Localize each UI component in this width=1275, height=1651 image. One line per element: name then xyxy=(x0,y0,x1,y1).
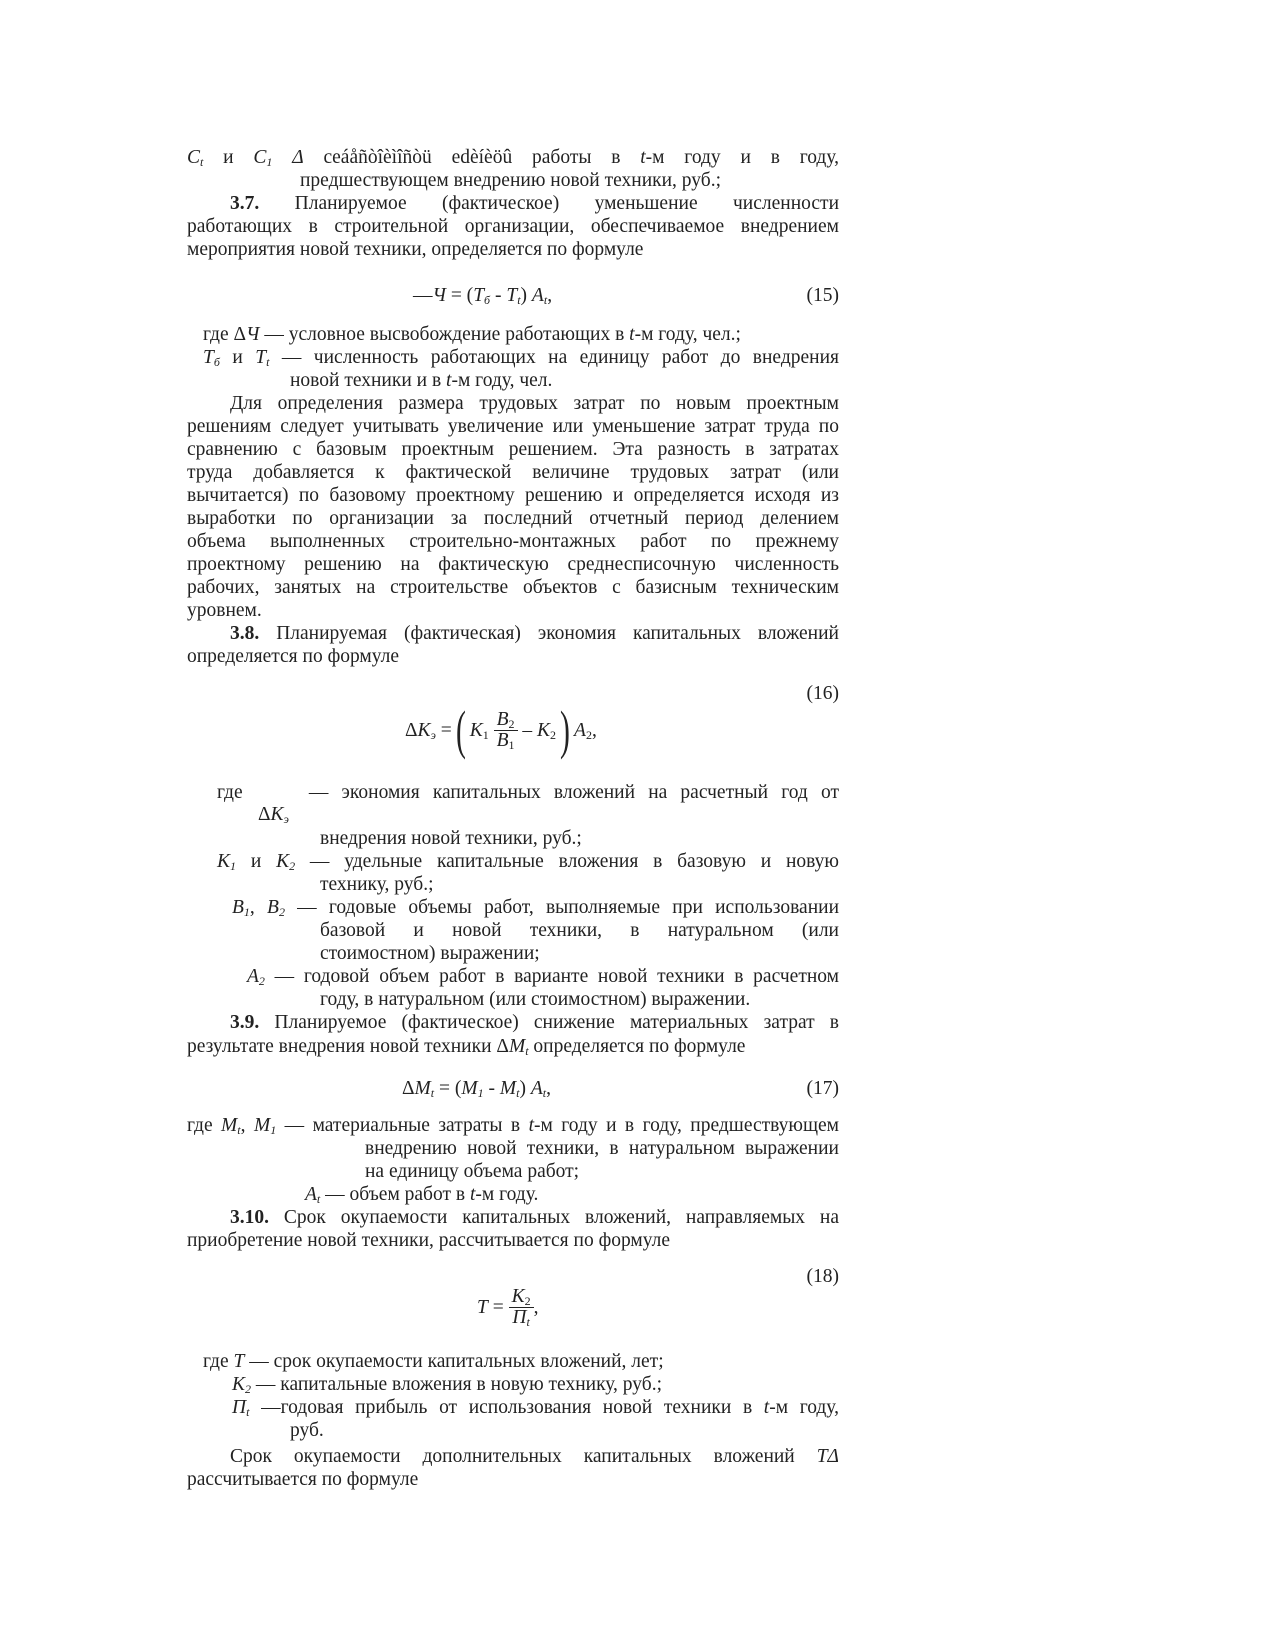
where-16-k-continuation: технику, руб.; xyxy=(320,874,434,895)
paragraph-line-10: уровнем. xyxy=(187,600,262,621)
where-16-delta-k-symbol: $\Delta K_э$ xyxy=(258,804,289,826)
where-16-b: $В_1$, $В_2$ — годовые объемы работ, выполняемые при использовании xyxy=(232,897,840,919)
section-3-8-line-2: определяется по формуле xyxy=(187,646,400,667)
where-15-t: $Т_б$ и $Т_t$ — численность работающих на единицу работ до внедрения xyxy=(203,347,839,369)
section-3-10-line-2: приобретение новой техники, рассчитывается по формуле xyxy=(187,1230,671,1251)
where-16-b-continuation-2: стоимостном) выражении; xyxy=(320,943,540,964)
formula-16: $\Delta K_э$ = ( $K_1$ $\frac{B_2}{B_1}$ – $K_2$ ) $A_2$, xyxy=(405,700,597,760)
where-16-a-continuation: году, в натуральном (или стоимостном) выражении. xyxy=(320,989,751,1010)
where-16-delta-k: где — экономия капитальных вложений на расчетный год от xyxy=(217,782,839,803)
paragraph-line-9: рабочих, занятых на строительстве объектов с базисным техническим xyxy=(187,577,839,598)
section-3-8-line-1: 3.8. Планируемая (фактическая) экономия капитальных вложений xyxy=(230,623,839,644)
definition-c-line: $C_t$ и $C_1$ Δ ceáåñòîèìîñòü edèíèöû работы в t-м году и в году, xyxy=(187,147,840,169)
where-18-k: $K_2$ — капитальные вложения в новую технику, руб.; xyxy=(232,1374,663,1396)
final-paragraph-line-1: Срок окупаемости дополнительных капитальных вложений TΔ xyxy=(230,1446,839,1467)
where-17-m-continuation-1: внедрению новой техники, в натуральном выражении xyxy=(365,1138,839,1159)
where-17-a: $А_t$ — объем работ в t-м году. xyxy=(305,1184,539,1206)
paragraph-line-8: проектному решению на фактическую среднесписочную численность xyxy=(187,554,839,575)
where-16-b-continuation-1: базовой и новой техники, в натуральном (или xyxy=(320,920,839,941)
where-15-delta-ch: где ΔЧ — условное высвобождение работающих в t-м году, чел.; xyxy=(203,324,741,345)
paragraph-line-1: Для определения размера трудовых затрат по новым проектным xyxy=(230,393,839,414)
section-number: 3.9. xyxy=(230,1012,260,1033)
formula-15: —Ч = $(Т_б - Т_t)$ $А_t$, xyxy=(413,285,553,307)
where-18-p: $П_t$ —годовая прибыль от использования новой техники в t-м году, xyxy=(232,1397,839,1419)
section-3-7-line-3: мероприятия новой техники, определяется по формуле xyxy=(187,239,644,260)
final-paragraph-line-2: рассчитывается по формуле xyxy=(187,1469,419,1490)
section-3-7-line-2: работающих в строительной организации, обеспечиваемое внедрением xyxy=(187,216,839,237)
section-3-10-line-1: 3.10. Срок окупаемости капитальных вложений, направляемых на xyxy=(230,1207,840,1228)
formula-18-number: (18) xyxy=(806,1266,839,1287)
formula-18: T = $\frac{K_2}{П_t}$ , xyxy=(477,1285,539,1329)
where-15-t-continuation: новой техники и в t-м году, чел. xyxy=(290,370,553,391)
formula-17: $\Delta M_t = (M_1 - M_t)$ $A_t$, xyxy=(402,1078,551,1100)
section-3-9-line-2: результате внедрения новой техники $\Delta M_t$ определяется по формуле xyxy=(187,1036,746,1058)
where-17-m-continuation-2: на единицу объема работ; xyxy=(365,1161,580,1182)
paragraph-line-3: сравнению с базовым проектным решением. Эта разность в затратах xyxy=(187,439,839,460)
where-18-t: где T — срок окупаемости капитальных вложений, лет; xyxy=(203,1351,664,1372)
paragraph-line-5: вычитается) по базовому проектному решению и определяется исходя из xyxy=(187,485,839,506)
where-16-delta-k-continuation: внедрения новой техники, руб.; xyxy=(320,828,582,849)
paragraph-line-7: объема выполненных строительно-монтажных работ по прежнему xyxy=(187,531,839,552)
section-3-7-line-1: 3.7. Планируемое (фактическое) уменьшение численности xyxy=(230,193,839,214)
paragraph-line-4: труда добавляется к фактической величине трудовых затрат (или xyxy=(187,462,839,483)
formula-16-number: (16) xyxy=(806,683,839,704)
definition-c-continuation: предшествующем внедрению новой техники, руб.; xyxy=(300,170,721,191)
formula-17-number: (17) xyxy=(806,1078,839,1099)
section-number: 3.8. xyxy=(230,623,260,644)
section-3-9-line-1: 3.9. Планируемое (фактическое) снижение материальных затрат в xyxy=(230,1012,839,1033)
where-17-m: где $М_t$, $М_1$ — материальные затраты в t-м году и в году, предшествующем xyxy=(187,1115,840,1137)
where-18-p-continuation: руб. xyxy=(290,1420,324,1441)
section-number: 3.7. xyxy=(230,193,260,214)
paragraph-line-2: решениям следует учитывать увеличение или уменьшение затрат труда по xyxy=(187,416,839,437)
formula-15-number: (15) xyxy=(806,285,839,306)
section-number: 3.10. xyxy=(230,1207,269,1228)
paragraph-line-6: выработки по организации за последний отчетный период делением xyxy=(187,508,839,529)
where-16-k: $K_1$ и $K_2$ — удельные капитальные вложения в базовую и новую xyxy=(217,851,840,873)
where-16-a: $А_2$ — годовой объем работ в варианте новой техники в расчетном xyxy=(247,966,839,988)
